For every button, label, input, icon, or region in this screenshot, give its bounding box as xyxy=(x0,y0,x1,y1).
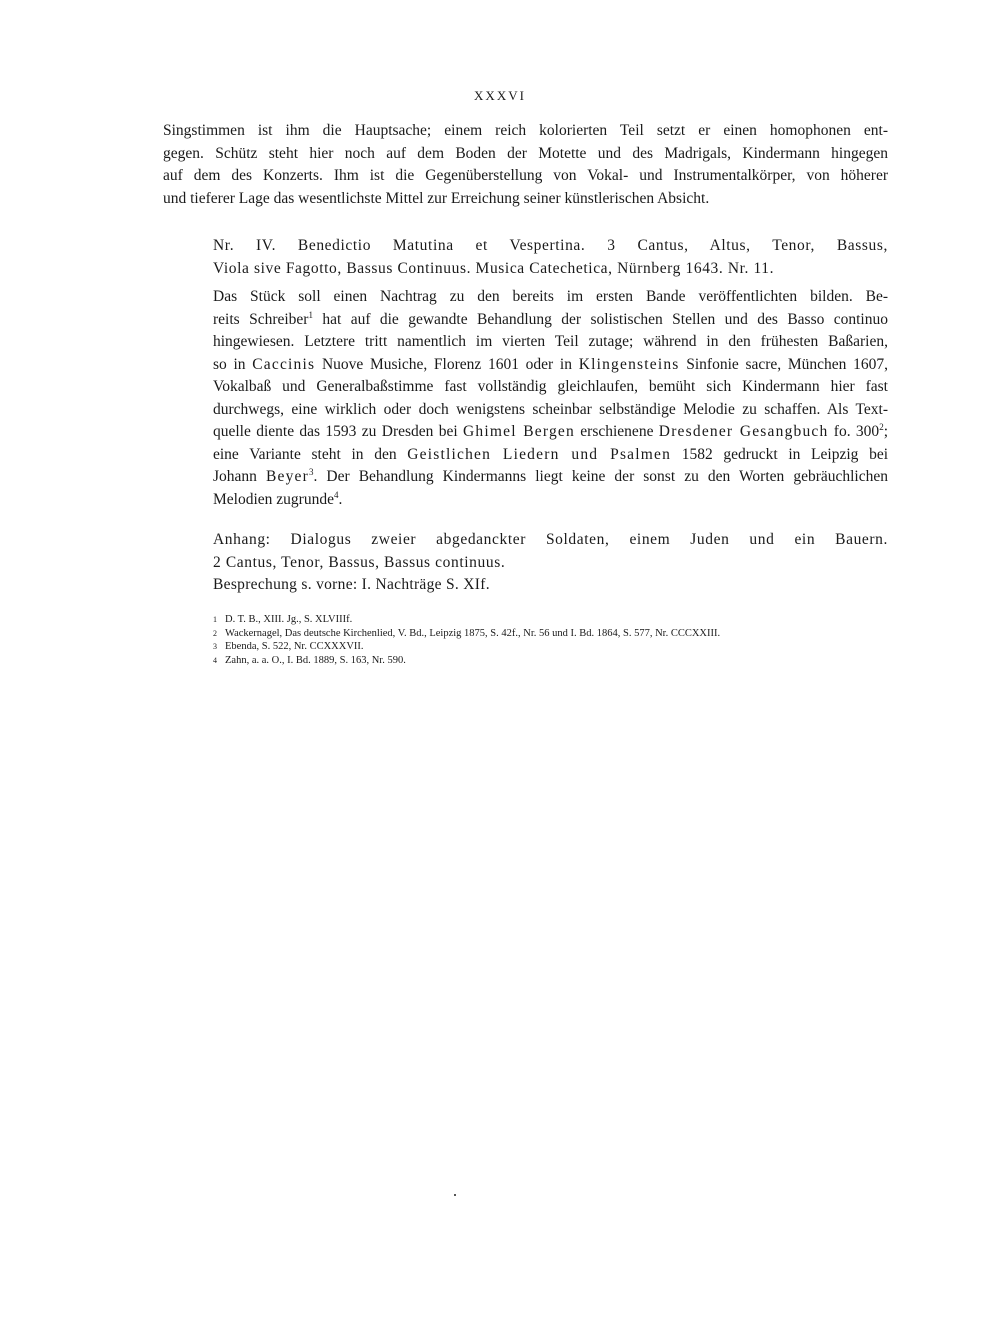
heading-line: Viola sive Fagotto, Bassus Continuus. Musica Catechetica, Nürnberg 1643. Nr. 11. xyxy=(213,259,775,277)
print-speck xyxy=(454,1194,456,1196)
text-line: und tieferer Lage das wesentlichste Mittel zur Erreichung seiner künstlerischen Absicht. xyxy=(163,189,710,207)
text-line: auf dem des Konzerts. Ihm ist die Gegenüberstellung von Vokal- und Instrumentalkörper, von höherer xyxy=(163,167,888,184)
text-line: Das Stück soll einen Nachtrag zu den bereits im ersten Bande veröffentlichten bilden. Be- xyxy=(213,288,888,305)
text-line: hingewiesen. Letztere tritt namentlich im vierten Teil zutage; während in den frühesten Baßarien, xyxy=(213,333,888,350)
footnote-number: 4 xyxy=(213,655,217,665)
appendix-line: 2 Cantus, Tenor, Bassus, Bassus continuus. xyxy=(213,553,506,571)
text-line: reits Schreiber$^1$ hat auf die gewandte Behandlung der solistischen Stellen und des Basso continuo xyxy=(213,309,888,328)
text-line: gegen. Schütz steht hier noch auf dem Boden der Motette und des Madrigals, Kindermann hingegen xyxy=(163,144,888,162)
text-line: Johann Beyer$^3$. Der Behandlung Kindermanns liegt keine der sonst zu den Worten gebräuchlichen xyxy=(213,466,888,485)
footnote: 4 Zahn, a. a. O., I. Bd. 1889, S. 163, Nr. 590. xyxy=(213,654,406,666)
footnote: 2 Wackernagel, Das deutsche Kirchenlied, V. Bd., Leipzig 1875, S. 42f., Nr. 56 und I. Bd. 1864, S. 577, Nr. CCCXXIII. xyxy=(213,627,721,639)
body-paragraph xyxy=(163,286,888,511)
footnote-ref: 4 xyxy=(333,489,339,500)
text-line: quelle diente das 1593 zu Dresden bei Ghimel Bergen erschienene Dresdener Gesangbuch fo. $300^2$; xyxy=(213,421,888,440)
appendix-block xyxy=(213,529,888,597)
footnote-number: 3 xyxy=(213,642,217,651)
text-line: Melodien zugrunde$^4$. xyxy=(213,489,343,508)
page-number: XXXVI xyxy=(474,88,526,103)
footnote-ref: 3 xyxy=(308,466,314,477)
appendix-line: Anhang: Dialogus zweier abgedanckter Soldaten, einem Juden und ein Bauern. xyxy=(213,531,888,548)
text-line: durchwegs, eine wirklich oder doch wenigstens scheinbar selbständige Melodie zu schaffen. Als Text- xyxy=(213,400,888,418)
footnote: 1 D. T. B., XIII. Jg., S. XLVIIIf. xyxy=(213,614,353,625)
footnote-ref: 2 xyxy=(879,421,884,432)
text-line: eine Variante steht in den Geistlichen Liedern und Psalmen 1582 gedruckt in Leipzig bei xyxy=(213,445,888,463)
footnote-number: 2 xyxy=(213,628,217,638)
intro-paragraph xyxy=(163,120,888,210)
text-line: Vokalbaß und Generalbaßstimme fast vollständig gleichlaufen, bemüht sich Kindermann hier fast xyxy=(213,378,888,395)
heading-line: Nr. IV. Benedictio Matutina et Vespertina. 3 Cantus, Altus, Tenor, Bassus, xyxy=(213,237,888,254)
piece-heading xyxy=(213,235,888,280)
text-line: so in Caccinis Nuove Musiche, Florenz 1601 oder in Klingensteins Sinfonie sacre, München 1607, xyxy=(213,355,888,373)
text-line: Singstimmen ist ihm die Hauptsache; einem reich kolorierten Teil setzt er einen homophonen ent- xyxy=(163,122,888,139)
footnote-ref: 1 xyxy=(308,309,313,320)
footnote-number: 1 xyxy=(213,615,217,624)
footnote: 3 Ebenda, S. 522, Nr. CCXXXVII. xyxy=(213,641,364,652)
appendix-reference: Besprechung s. vorne: I. Nachträge S. XIf. xyxy=(213,576,490,593)
footnotes xyxy=(213,613,903,667)
